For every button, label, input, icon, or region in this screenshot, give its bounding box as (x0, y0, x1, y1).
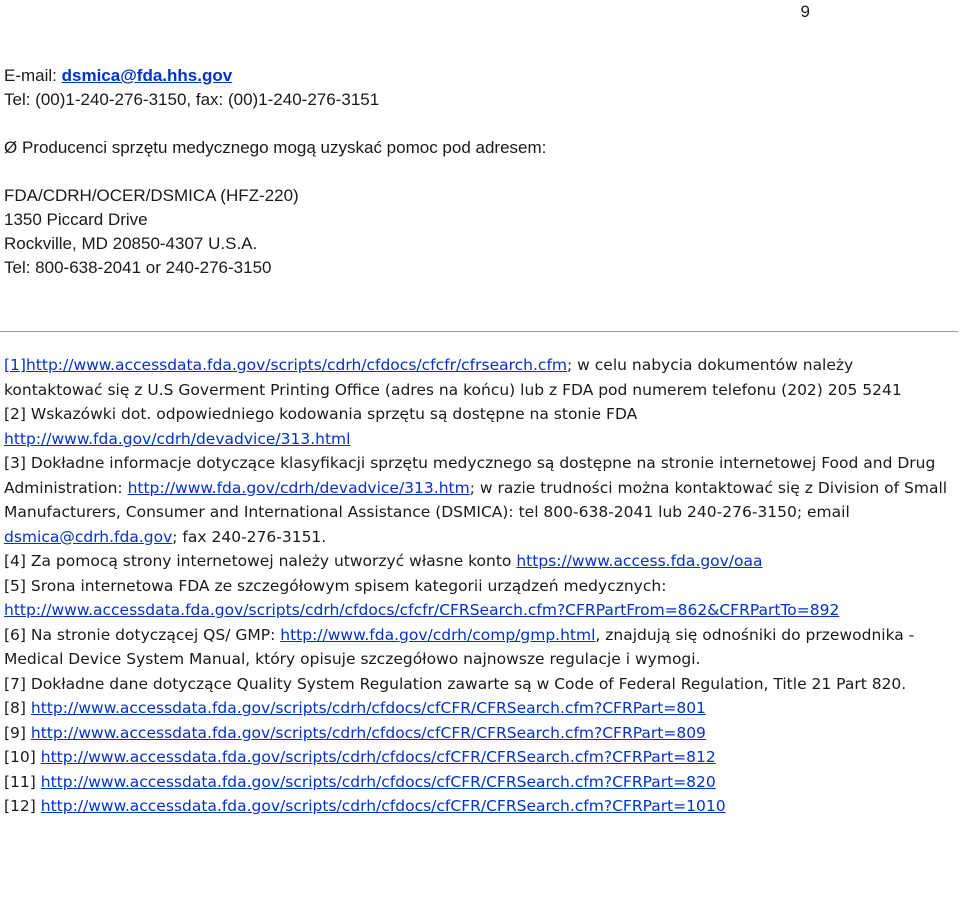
footnote-1-ref[interactable]: [1] (4, 356, 26, 374)
footnote-1 (4, 353, 952, 402)
footnote-3 (4, 451, 952, 549)
footnote-5-text: [5] Srona internetowa FDA ze szczegółowym spisem kategorii urządzeń medycznych: (4, 576, 667, 595)
tel-fax-line: Tel: (00)1-240-276-3150, fax: (00)1-240-276-3151 (4, 90, 380, 109)
address-line: Tel: 800-638-2041 or 240-276-3150 (4, 258, 272, 277)
footnote-6 (4, 623, 952, 672)
footnote-6-text-a: [6] Na stronie dotyczącej QS/ GMP: (4, 625, 281, 644)
footnote-2-text: [2] Wskazówki dot. odpowiedniego kodowania sprzętu są dostępne na stonie FDA (4, 405, 638, 423)
producers-intro: Ø Producenci sprzętu medycznego mogą uzyskać pomoc pod adresem: (4, 138, 547, 157)
email-label: E-mail: (4, 66, 62, 85)
address-line: 1350 Piccard Drive (4, 210, 148, 229)
footnote-8 (4, 696, 952, 721)
footnote-8-ref: [8] (4, 699, 31, 717)
footnote-12-link[interactable]: http://www.accessdata.fda.gov/scripts/cdrh/cfdocs/cfCFR/CFRSearch.cfm?CFRPart=1010 (40, 797, 726, 815)
footnote-1-link[interactable]: http://www.accessdata.fda.gov/scripts/cdrh/cfdocs/cfcfr/cfrsearch.cfm (25, 356, 568, 374)
email-line (4, 64, 546, 88)
footnote-3-email-link[interactable]: dsmica@cdrh.fda.gov (4, 527, 173, 546)
footnote-11-link[interactable]: http://www.accessdata.fda.gov/scripts/cdrh/cfdocs/cfCFR/CFRSearch.cfm?CFRPart=820 (40, 772, 716, 791)
footnote-9-link[interactable]: http://www.accessdata.fda.gov/scripts/cdrh/cfdocs/cfCFR/CFRSearch.cfm?CFRPart=809 (30, 723, 706, 742)
address-line: Rockville, MD 20850-4307 U.S.A. (4, 234, 258, 253)
address-line: FDA/CDRH/OCER/DSMICA (HFZ-220) (4, 186, 299, 205)
footnote-3-text-b: ; w razie trudności można kontaktować się z Division of Small Manufacturers, Consumer and International Assistance (DSMICA): tel 800-638-2041 lub 240-276-3150; email (4, 478, 948, 521)
footnote-3-text-a: [3] Dokładne informacje dotyczące klasyfikacji sprzętu medycznego są dostępne na stronie internetowej Food and Drug Administration: (4, 454, 936, 497)
footnote-4 (4, 549, 952, 574)
footnote-6-text-b: , znajdują się odnośniki do przewodnika - Medical Device System Manual, który opisuje szczegółowo najnowsze regulacje i wymogi. (4, 625, 915, 668)
footnote-3-link-a[interactable]: http://www.fda.gov/cdrh/devadvice/313.htm (127, 478, 470, 497)
footnote-5-link[interactable]: http://www.accessdata.fda.gov/scripts/cdrh/cfdocs/cfcfr/CFRSearch.cfm?CFRPartFrom=862&CFRPartTo=892 (4, 601, 840, 619)
footnote-3-text-c: ; fax 240-276-3151. (172, 527, 327, 546)
footnote-12 (4, 794, 952, 819)
footnote-2 (4, 402, 952, 451)
footnote-12-ref: [12] (4, 797, 41, 815)
footnote-4-text: [4] Za pomocą strony internetowej należy utworzyć własne konto (4, 552, 517, 570)
footnote-4-link[interactable]: https://www.access.fda.gov/oaa (516, 552, 763, 570)
footnote-10-link[interactable]: http://www.accessdata.fda.gov/scripts/cdrh/cfdocs/cfCFR/CFRSearch.cfm?CFRPart=812 (40, 748, 716, 766)
footnote-6-link[interactable]: http://www.fda.gov/cdrh/comp/gmp.html (280, 625, 596, 644)
email-link[interactable]: dsmica@fda.hhs.gov (61, 66, 233, 85)
contact-block (4, 64, 546, 280)
footnote-5 (4, 574, 952, 623)
footnote-8-link[interactable]: http://www.accessdata.fda.gov/scripts/cdrh/cfdocs/cfCFR/CFRSearch.cfm?CFRPart=801 (30, 699, 706, 717)
page-number: 9 (800, 2, 810, 21)
footnote-separator (0, 331, 958, 332)
footnote-11-ref: [11] (4, 772, 41, 791)
footnotes (4, 353, 952, 819)
footnote-7: [7] Dokładne dane dotyczące Quality System Regulation zawarte są w Code of Federal Regulation, Title 21 Part 820. (4, 674, 907, 693)
footnote-2-link[interactable]: http://www.fda.gov/cdrh/devadvice/313.html (4, 429, 351, 448)
footnote-9 (4, 721, 952, 746)
footnote-11 (4, 770, 952, 795)
footnote-10-ref: [10] (4, 748, 41, 766)
footnote-10 (4, 745, 952, 770)
footnote-1-text: ; w celu nabycia dokumentów należy kontaktować się z U.S Goverment Printing Office (adres na końcu) lub z FDA pod numerem telefonu (202) 205 5241 (4, 356, 902, 399)
footnote-9-ref: [9] (4, 723, 31, 742)
